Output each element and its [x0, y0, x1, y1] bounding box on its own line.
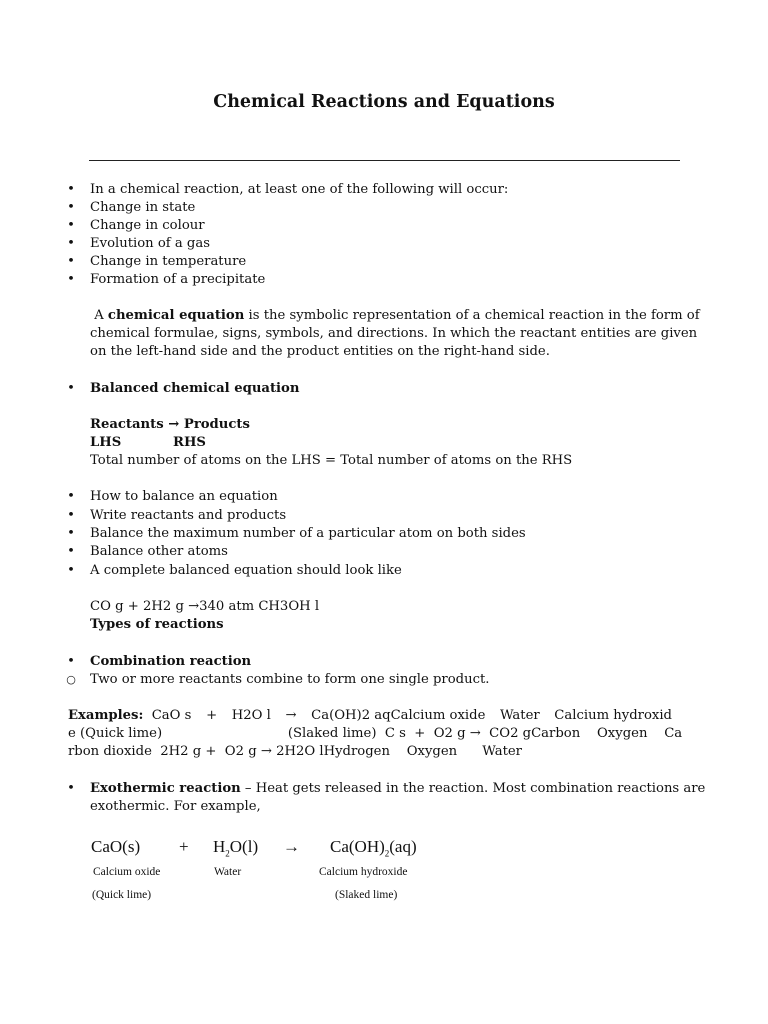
formula-reactant-2: $H_2O(l)$ [213, 837, 259, 859]
formula-label-3: Calcium hydroxide [319, 866, 408, 878]
list-item: Evolution of a gas [90, 236, 211, 251]
examples-token: + [206, 708, 218, 723]
paragraph-line: exothermic. For example, [90, 799, 261, 815]
circle-bullet-icon: ○ [66, 673, 76, 686]
paragraph-line: chemical formulae, signs, symbols, and directions. In which the reactant entities are given [90, 326, 698, 342]
bullet-icon: • [67, 381, 75, 396]
examples-line [68, 707, 672, 725]
formula-label-1: Calcium oxide [93, 866, 161, 878]
bullet-icon: • [67, 654, 75, 669]
bullet-icon: • [67, 489, 75, 504]
paragraph-line: on the left-hand side and the product entities on the right-hand side. [90, 344, 550, 360]
exothermic-paragraph [90, 780, 706, 816]
formula-label-2: Water [214, 866, 242, 878]
example-equation: CO g + 2H2 g →340 atm CH3OH l [90, 599, 320, 614]
formula-reactant-1: CaO(s) [91, 837, 141, 856]
lhs-label: LHS [90, 435, 122, 450]
chemical-equation-term: chemical equation [107, 308, 245, 323]
examples-line: rbon dioxide 2H2 g + O2 g → 2H2O lHydrogen Oxygen Water [68, 744, 522, 759]
examples-token: Calcium hydroxid [554, 708, 672, 723]
examples-token: CaO s [151, 708, 192, 723]
section-heading: Types of reactions [90, 617, 224, 632]
bullet-icon: • [67, 508, 75, 523]
bullet-icon: • [67, 781, 75, 796]
atoms-rule: Total number of atoms on the LHS = Total number of atoms on the RHS [90, 453, 573, 468]
bullet-icon: • [67, 272, 75, 287]
formula-plus: + [179, 837, 189, 856]
list-item: Balance other atoms [90, 544, 228, 559]
title-divider [89, 160, 680, 161]
bullet-icon: • [67, 200, 75, 215]
paragraph-line: is the symbolic representation of a chemical reaction in the form of [248, 308, 700, 323]
paragraph-line: – Heat gets released in the reaction. Most combination reactions are [240, 781, 706, 796]
list-item: A complete balanced equation should look like [90, 563, 402, 578]
examples-line: e (Quick lime) (Slaked lime) C s + O2 g → CO2 gCarbon Oxygen Ca [68, 726, 683, 741]
bullet-icon: • [67, 563, 75, 578]
bullet-icon: • [67, 526, 75, 541]
rhs-label: RHS [173, 435, 206, 450]
list-item: Formation of a precipitate [90, 272, 266, 287]
examples-token: → [285, 708, 297, 723]
list-item: Two or more reactants combine to form one single product. [90, 672, 490, 687]
bullet-icon: • [67, 254, 75, 269]
chemical-equation-paragraph: A chemical equation is the symbolic representation of a chemical reaction in the form of chemical formulae, signs, symbols, and directions. In which the reactant entities are given on the left-hand side and the product entities on the right-hand side. [90, 307, 690, 362]
bullet-icon: • [67, 544, 75, 559]
section-heading: Combination reaction [90, 654, 252, 669]
bullet-icon: • [67, 218, 75, 233]
bullet-icon: • [67, 236, 75, 251]
section-heading: Balanced chemical equation [90, 381, 300, 396]
formula-note-1: (Quick lime) [92, 889, 152, 901]
formula-note-3: (Slaked lime) [335, 889, 398, 901]
list-item: Write reactants and products [90, 508, 287, 523]
list-item: In a chemical reaction, at least one of the following will occur: [90, 182, 509, 197]
formula-arrow: → [283, 837, 300, 856]
examples-token: H2O l [231, 708, 271, 723]
examples-label: Examples: [68, 708, 144, 723]
examples-token: Ca(OH)2 aqCalcium oxide [311, 708, 486, 723]
list-item: Change in state [90, 200, 196, 215]
exothermic-term: Exothermic reaction [90, 781, 241, 796]
page-title: Chemical Reactions and Equations [213, 92, 555, 112]
list-item: Balance the maximum number of a particular atom on both sides [90, 526, 526, 541]
list-item: Change in colour [90, 218, 205, 233]
bullet-icon: • [67, 182, 75, 197]
formula-product: $Ca(OH)_2(aq)$ [330, 837, 417, 859]
list-item: How to balance an equation [90, 489, 278, 504]
list-item: Change in temperature [90, 254, 247, 269]
examples-token: Water [500, 708, 540, 723]
reactants-products-label: Reactants → Products [90, 417, 250, 432]
